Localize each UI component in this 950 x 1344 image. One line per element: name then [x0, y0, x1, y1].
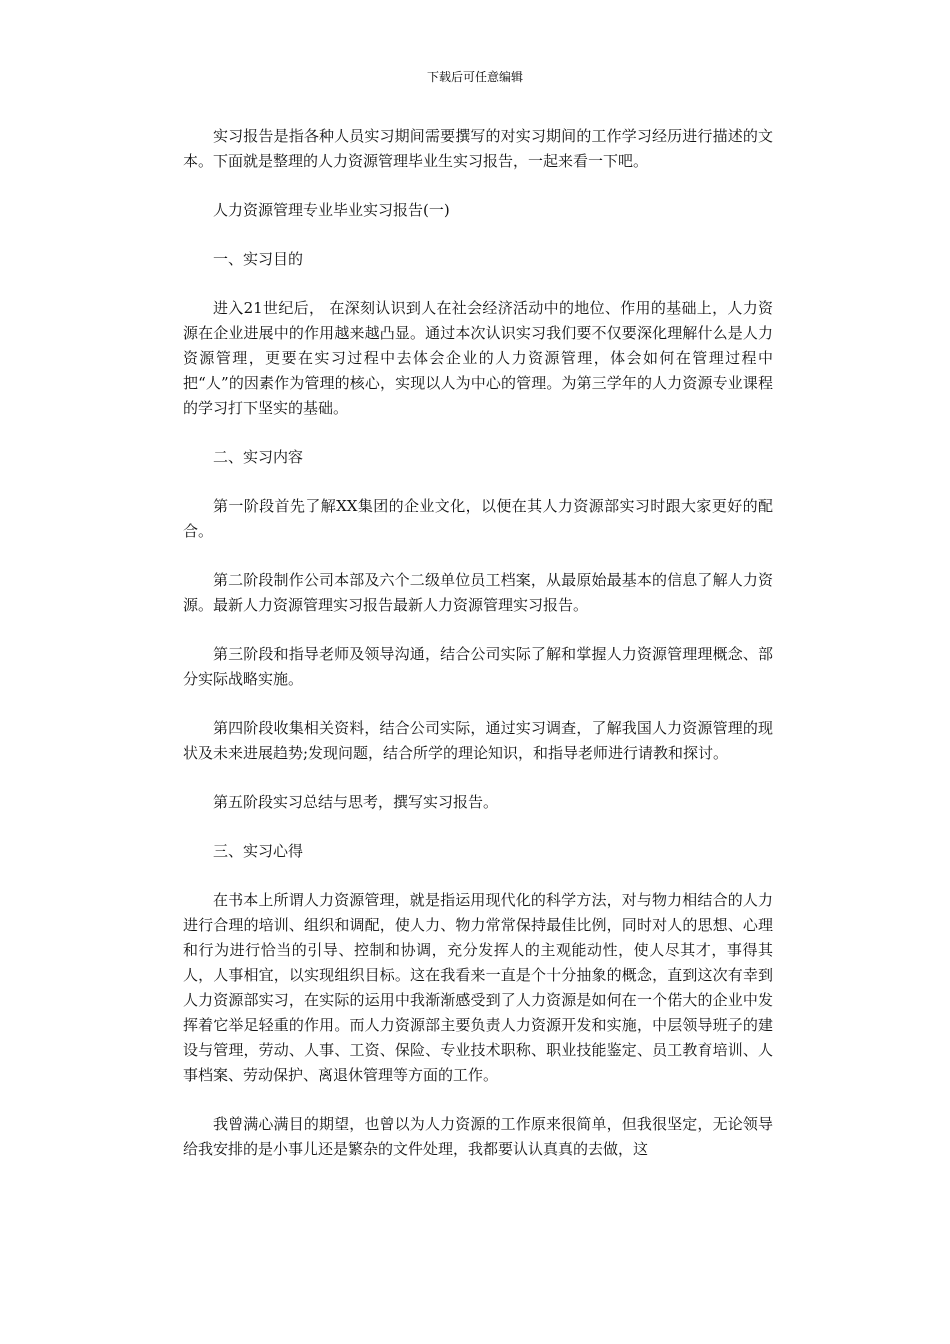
page-header: 下载后可任意编辑 — [426, 70, 523, 84]
stage-one-paragraph: 第一阶段首先了解XX集团的企业文化，以便在其人力资源部实习时跟大家更好的配合。 — [183, 497, 773, 540]
stage-three-paragraph: 第三阶段和指导老师及领导沟通，结合公司实际了解和掌握人力资源管理理概念、部分实际战略实施。 — [183, 645, 773, 688]
reflection-paragraph: 在书本上所谓人力资源管理，就是指运用现代化的科学方法，对与物力相结合的人力进行合理的培训、组织和调配，使人力、物力常常保持最佳比例，同时对人的思想、心理和行为进行恰当的引导、控制和协调，充分发挥人的主观能动性，使人尽其才，事得其人，人事相宜，以实现组织目标。这在我看来一直是个十分抽象的概念，直到这次有幸到人力资源部实习，在实际的运用中我渐渐感受到了人力资源是如何在一个偌大的企业中发挥着它举足轻重的作用。而人力资源部主要负责人力资源开发和实施，中层领导班子的建设与管理，劳动、人事、工资、保险、专业技术职称、职业技能鉴定、员工教育培训、人事档案、劳动保护、离退休管理等方面的工作。 — [183, 891, 773, 1084]
section-heading-purpose: 一、实习目的 — [213, 250, 304, 268]
section-heading-content: 二、实习内容 — [213, 448, 304, 466]
purpose-paragraph: 进入21世纪后， 在深刻认识到人在社会经济活动中的地位、作用的基础上，人力资源在企业进展中的作用越来越凸显。通过本次认识实习我们要不仅要深化理解什么是人力资源管理，更要在实习过程中去体会企业的人力资源管理，体会如何在管理过程中把“人”的因素作为管理的核心，实现以人为中心的管理。为第三学年的人力资源专业课程的学习打下坚实的基础。 — [183, 299, 773, 417]
section-heading-reflection: 三、实习心得 — [213, 842, 304, 860]
report-title: 人力资源管理专业毕业实习报告(一) — [213, 201, 450, 219]
closing-paragraph: 我曾满心满目的期望，也曾以为人力资源的工作原来很简单，但我很坚定，无论领导给我安排的是小事儿还是繁杂的文件处理，我都要认认真真的去做，这 — [183, 1115, 773, 1158]
intro-paragraph: 实习报告是指各种人员实习期间需要撰写的对实习期间的工作学习经历进行描述的文本。下面就是整理的人力资源管理毕业生实习报告，一起来看一下吧。 — [183, 127, 773, 170]
stage-four-paragraph: 第四阶段收集相关资料，结合公司实际，通过实习调查，了解我国人力资源管理的现状及未来进展趋势;发现问题，结合所学的理论知识，和指导老师进行请教和探讨。 — [183, 719, 773, 762]
stage-five-paragraph: 第五阶段实习总结与思考，撰写实习报告。 — [213, 793, 499, 811]
document-body — [183, 124, 773, 1162]
stage-two-paragraph: 第二阶段制作公司本部及六个二级单位员工档案，从最原始最基本的信息了解人力资源。最新人力资源管理实习报告最新人力资源管理实习报告。 — [183, 571, 773, 614]
